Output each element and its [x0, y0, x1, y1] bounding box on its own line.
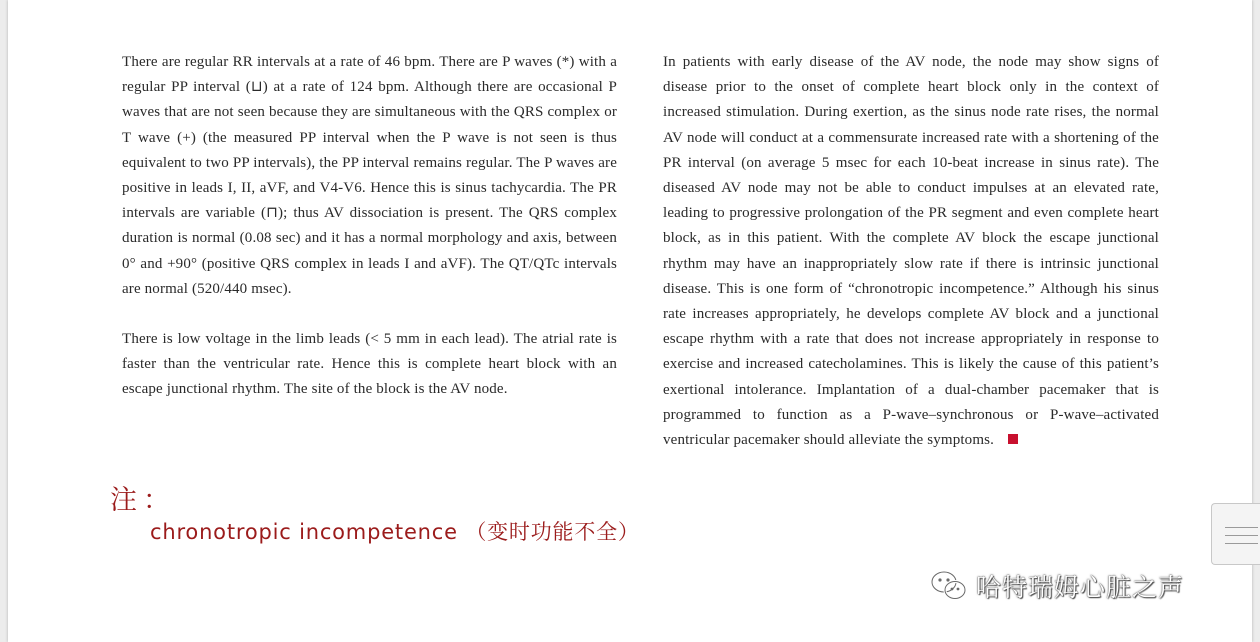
- handle-line: [1225, 535, 1258, 536]
- wechat-icon: [930, 569, 968, 603]
- note-title: 注：: [110, 485, 176, 516]
- watermark-text: 哈特瑞姆心脏之声: [976, 573, 1185, 602]
- left-paragraph-2: There is low voltage in the limb leads (< 5 mm in each lead). The atrial rate is faster than the ventricular rate. Hence this is complete heart block with an escape junctional rhythm. The site of the block is the AV node.: [122, 331, 617, 398]
- end-of-article-marker: [1008, 434, 1018, 444]
- document-page: [8, 0, 1252, 642]
- watermark: [930, 566, 1184, 606]
- side-scroll-handle[interactable]: [1211, 503, 1260, 565]
- left-text-column: [122, 50, 617, 428]
- left-paragraph-1: There are regular RR intervals at a rate of 46 bpm. There are P waves (*) with a regular PP interval (⊔) at a rate of 124 bpm. Although there are occasional P waves that are not seen because they are simultaneous with the QRS complex or T wave (+) (the measured PP interval when the P wave is not seen is thus equivalent to two PP intervals), the PP interval remains regular. The P waves are positive in leads I, II, aVF, and V4-V6. Hence this is sinus tachycardia. The PR intervals are variable (⊓); thus AV dissociation is present. The QRS complex duration is normal (0.08 sec) and it has a normal morphology and axis, between 0° and +90° (positive QRS complex in leads I and aVF). The QT/QTc intervals are normal (520/440 msec).: [122, 54, 617, 297]
- right-paragraph-1: [663, 50, 1159, 453]
- handle-line: [1225, 543, 1258, 544]
- note-text: chronotropic incompetence （变时功能不全）: [150, 520, 640, 544]
- handle-line: [1225, 527, 1258, 528]
- right-paragraph-1-text: In patients with early disease of the AV node, the node may show signs of disease prior to the onset of complete heart block only in the context of increased stimulation. During exertion, as the sinus node rate rises, the normal AV node will conduct at a commensurate increased rate with a shortening of the PR interval (on average 5 msec for each 10-beat increase in sinus rate). The diseased AV node may not be able to conduct impulses at an elevated rate, leading to progressive prolongation of the PR segment and even complete heart block, as in this patient. With the complete AV block the escape junctional rhythm may have an inappropriately slow rate if there is intrinsic junctional disease. This is one form of “chronotropic incompetence.” Although his sinus rate increases appropriately, he develops complete AV block and a junctional escape rhythm with a rate that does not increase appropriately in response to exercise and increased catecholamines. This is likely the cause of this patient’s exertional intolerance. Implantation of a dual-chamber pacemaker that is programmed to function as a P-wave–synchronous or P-wave–activated ventricular pacemaker should alleviate the symptoms.: [663, 54, 1159, 449]
- right-text-column: [663, 50, 1159, 478]
